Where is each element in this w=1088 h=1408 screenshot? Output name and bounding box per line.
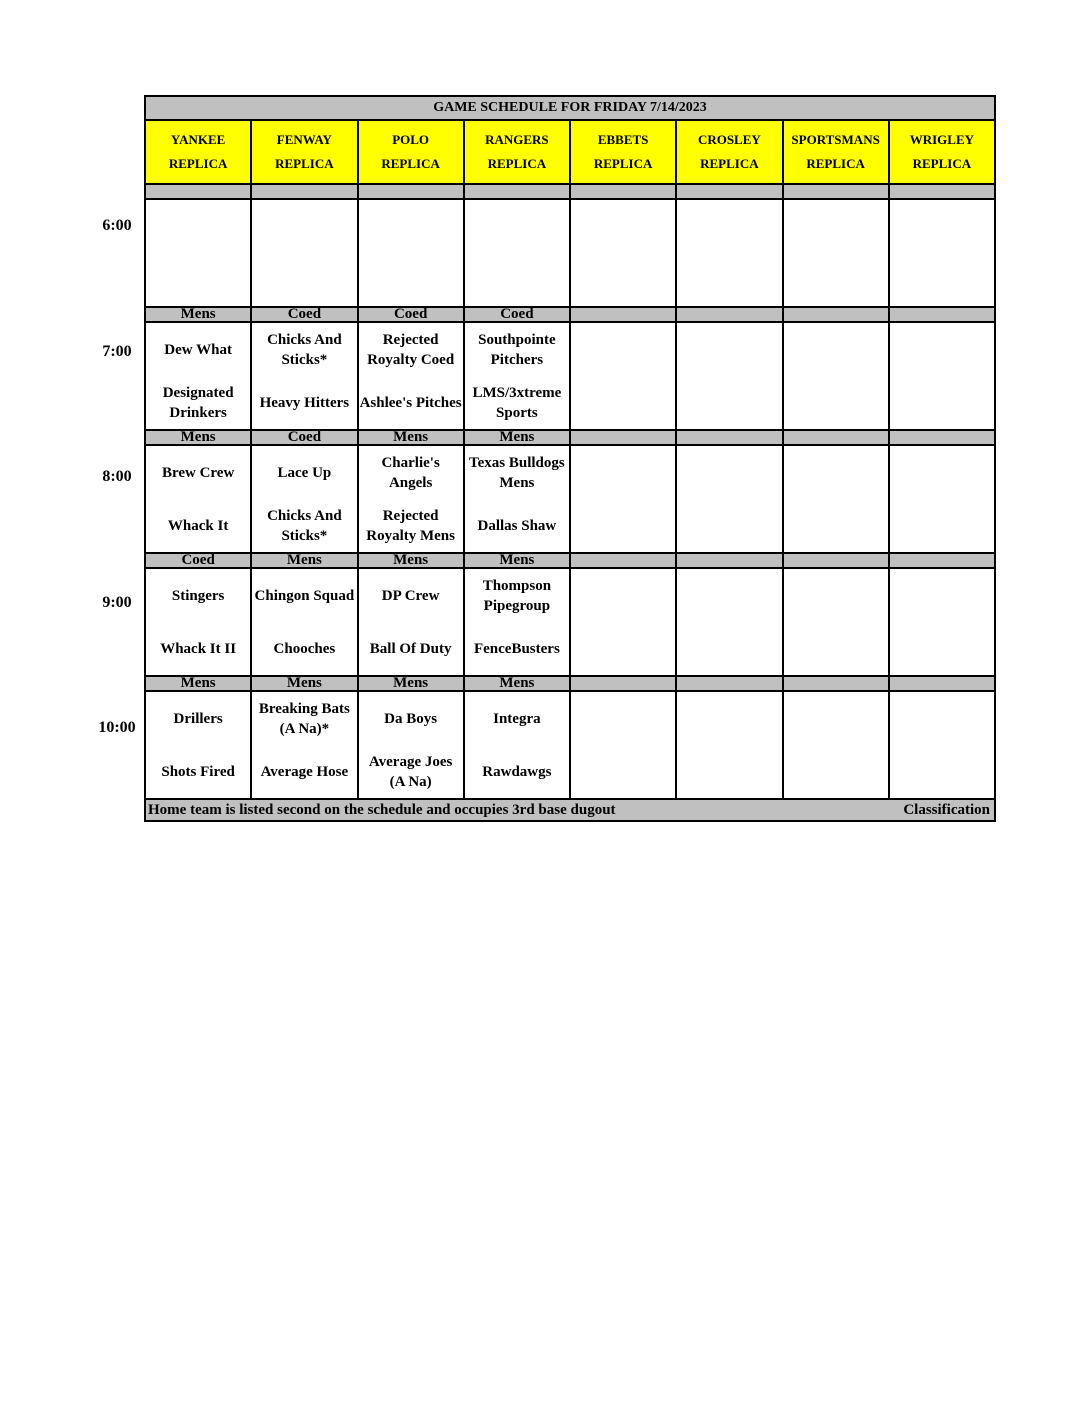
away-team: Drillers — [173, 710, 223, 727]
field-header — [889, 120, 995, 184]
classification-cell: Mens — [464, 430, 570, 445]
field-header — [783, 120, 889, 184]
game-cell — [358, 445, 464, 553]
classification-cell: Mens — [358, 553, 464, 568]
game-cell — [783, 445, 889, 553]
game-cell — [358, 568, 464, 676]
classification-cell — [783, 553, 889, 568]
game-row — [145, 568, 995, 676]
classification-cell — [889, 553, 995, 568]
time-label: 10:00 — [98, 719, 136, 736]
home-team: Shots Fired — [161, 763, 235, 780]
game-cell — [358, 322, 464, 430]
away-team: Rejected Royalty Coed — [367, 331, 455, 368]
away-team: Stingers — [171, 587, 225, 604]
classification-cell: Mens — [358, 676, 464, 691]
home-team: Ashlee's Pitches — [359, 394, 462, 411]
classification-row — [145, 553, 995, 568]
classification-cell — [676, 553, 782, 568]
game-cell — [570, 691, 676, 799]
game-cell — [251, 691, 357, 799]
classification-cell — [358, 184, 464, 199]
game-cell — [251, 199, 357, 307]
classification-cell: Coed — [251, 307, 357, 322]
classification-cell — [676, 430, 782, 445]
classification-cell — [889, 676, 995, 691]
classification-cell — [783, 430, 889, 445]
game-cell — [889, 445, 995, 553]
classification-cell: Coed — [145, 553, 251, 568]
home-team: LMS/3xtreme Sports — [472, 384, 562, 421]
field-header — [676, 120, 782, 184]
classification-cell: Mens — [358, 430, 464, 445]
field-header — [358, 120, 464, 184]
away-team: Southpointe Pitchers — [478, 331, 556, 368]
schedule-table — [144, 95, 996, 822]
classification-cell: Coed — [464, 307, 570, 322]
game-cell — [889, 322, 995, 430]
game-cell — [358, 199, 464, 307]
field-name: FENWAY — [276, 132, 332, 147]
game-cell — [145, 691, 251, 799]
game-cell — [889, 199, 995, 307]
game-row — [145, 322, 995, 430]
classification-cell — [676, 184, 782, 199]
field-name: CROSLEY — [697, 132, 761, 147]
footer-row — [145, 799, 995, 821]
classification-cell — [889, 430, 995, 445]
classification-cell — [783, 307, 889, 322]
away-team: Lace Up — [277, 464, 332, 481]
classification-cell: Mens — [145, 430, 251, 445]
time-label: 7:00 — [102, 343, 132, 360]
classification-cell — [251, 184, 357, 199]
field-sub: REPLICA — [168, 156, 228, 171]
game-cell — [570, 568, 676, 676]
classification-row — [145, 307, 995, 322]
game-cell — [783, 199, 889, 307]
classification-cell — [783, 676, 889, 691]
classification-cell: Mens — [145, 676, 251, 691]
field-header — [251, 120, 357, 184]
game-cell — [464, 322, 570, 430]
classification-cell: Coed — [358, 307, 464, 322]
game-cell — [251, 445, 357, 553]
game-cell — [783, 691, 889, 799]
away-team: Thompson Pipegroup — [482, 577, 552, 614]
home-team: FenceBusters — [473, 640, 560, 657]
field-name: WRIGLEY — [909, 132, 975, 147]
game-cell — [464, 199, 570, 307]
game-cell — [464, 568, 570, 676]
away-team: Dew What — [164, 341, 232, 358]
game-cell — [251, 322, 357, 430]
classification-cell: Mens — [145, 307, 251, 322]
away-team: Charlie's Angels — [381, 454, 440, 491]
away-team: Da Boys — [384, 710, 438, 727]
game-cell — [783, 322, 889, 430]
classification-cell: Mens — [251, 553, 357, 568]
classification-cell — [783, 184, 889, 199]
away-team: Chicks And Sticks* — [267, 331, 342, 368]
game-cell — [570, 322, 676, 430]
game-cell — [783, 568, 889, 676]
field-header — [570, 120, 676, 184]
time-label: 9:00 — [102, 594, 132, 611]
classification-row — [145, 676, 995, 691]
away-team: DP Crew — [381, 587, 440, 604]
game-cell — [464, 691, 570, 799]
game-cell — [145, 568, 251, 676]
classification-cell — [889, 184, 995, 199]
game-cell — [570, 199, 676, 307]
home-team: Rawdawgs — [482, 763, 552, 780]
field-header — [145, 120, 251, 184]
game-cell — [676, 322, 782, 430]
field-header — [464, 120, 570, 184]
field-name: YANKEE — [170, 132, 226, 147]
field-name: RANGERS — [485, 132, 549, 147]
home-team: Whack It — [167, 517, 229, 534]
classification-cell — [145, 184, 251, 199]
game-cell — [464, 445, 570, 553]
field-sub: REPLICA — [487, 156, 547, 171]
game-cell — [889, 568, 995, 676]
classification-cell — [570, 307, 676, 322]
game-cell — [889, 691, 995, 799]
game-cell — [570, 445, 676, 553]
home-team: Average Hose — [260, 763, 349, 780]
away-team: Brew Crew — [161, 464, 235, 481]
game-cell — [145, 445, 251, 553]
schedule-title: GAME SCHEDULE FOR FRIDAY 7/14/2023 — [145, 96, 995, 120]
footer-legend: Classification — [903, 801, 990, 818]
classification-cell: Mens — [251, 676, 357, 691]
game-cell — [145, 199, 251, 307]
home-team: Chooches — [273, 640, 336, 657]
game-cell — [676, 445, 782, 553]
field-name: SPORTSMANS — [791, 132, 880, 147]
game-cell — [251, 568, 357, 676]
classification-cell — [570, 430, 676, 445]
home-team: Rejected Royalty Mens — [366, 507, 455, 544]
game-cell — [676, 199, 782, 307]
field-sub: REPLICA — [700, 156, 759, 171]
classification-cell — [570, 553, 676, 568]
field-header-row — [145, 120, 995, 184]
classification-cell: Mens — [464, 676, 570, 691]
field-name: EBBETS — [597, 132, 649, 147]
game-cell — [676, 568, 782, 676]
game-row — [145, 445, 995, 553]
field-sub: REPLICA — [275, 156, 334, 171]
home-team: Dallas Shaw — [477, 517, 557, 534]
footer — [146, 802, 994, 819]
home-team: Heavy Hitters — [259, 394, 350, 411]
field-sub: REPLICA — [593, 156, 653, 171]
classification-cell — [464, 184, 570, 199]
away-team: Texas Bulldogs Mens — [469, 454, 565, 491]
home-team: Ball Of Duty — [369, 640, 452, 657]
classification-cell — [570, 184, 676, 199]
classification-row — [145, 184, 995, 199]
game-cell — [676, 691, 782, 799]
home-team: Whack It II — [160, 640, 237, 657]
footer-cell — [145, 799, 995, 821]
field-sub: REPLICA — [381, 156, 440, 171]
away-team: Breaking Bats (A Na)* — [258, 700, 350, 737]
home-team: Designated Drinkers — [162, 384, 234, 421]
away-team: Integra — [493, 710, 541, 727]
classification-cell: Mens — [464, 553, 570, 568]
empty-slot-row — [145, 199, 995, 307]
field-name: POLO — [392, 132, 430, 147]
classification-cell: Coed — [251, 430, 357, 445]
field-sub: REPLICA — [806, 156, 865, 171]
classification-cell — [570, 676, 676, 691]
classification-row — [145, 430, 995, 445]
classification-cell — [676, 307, 782, 322]
time-label: 6:00 — [102, 217, 132, 234]
game-row — [145, 691, 995, 799]
away-team: Chingon Squad — [254, 587, 355, 604]
title-row — [145, 96, 995, 120]
time-label: 8:00 — [102, 468, 132, 485]
home-team: Chicks And Sticks* — [267, 507, 342, 544]
classification-cell — [889, 307, 995, 322]
game-cell — [145, 322, 251, 430]
field-sub: REPLICA — [912, 156, 972, 171]
footer-note: Home team is listed second on the schedule and occupies 3rd base dugout — [148, 801, 616, 818]
classification-cell — [676, 676, 782, 691]
game-cell — [358, 691, 464, 799]
home-team: Average Joes (A Na) — [368, 753, 453, 790]
